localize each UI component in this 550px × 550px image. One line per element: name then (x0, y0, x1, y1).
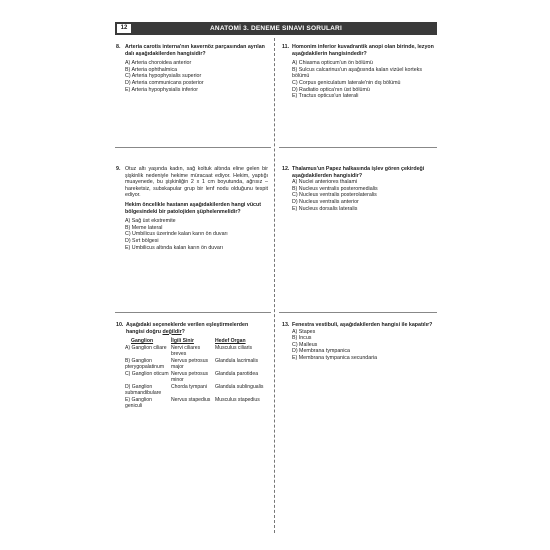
question-stem: Thalamus'un Papez halkasında işlev gören çekirdeği aşağıdakilerden hangisidir? (292, 166, 425, 179)
negation-word: değildir (162, 328, 182, 335)
question-number: 13. (282, 322, 290, 328)
option-c[interactable]: C) Malleus (292, 341, 318, 348)
column-header: İlgili Sinir (171, 338, 194, 345)
table-cell: A) Ganglion ciliare (125, 345, 167, 352)
option-d[interactable]: D) Arteria communicans posterior (125, 79, 204, 86)
question-number: 8. (116, 44, 121, 50)
question-stem: Fenestra vestibuli, aşağıdakilerden hangisi ile kapatılır? (292, 322, 433, 328)
table-row[interactable] (125, 371, 265, 384)
question-11 (282, 44, 436, 100)
option-a[interactable]: A) Chiasma opticum'un ön bölümü (292, 60, 373, 67)
table-cell: C) Ganglion oticum (125, 371, 169, 378)
option-d[interactable]: D) Sırt bölgesi (125, 237, 159, 244)
option-e[interactable]: E) Arteria hypophysialis inferior (125, 86, 199, 93)
table-cell: Chorda tympani (171, 384, 207, 391)
table-cell: Glandula parotidea (215, 371, 259, 378)
table-cell: Nervi ciliares breves (171, 345, 201, 358)
option-a[interactable]: A) Sağ üst ekstremite (125, 218, 176, 225)
table-cell: B) Ganglion pterygopalatinum (125, 358, 165, 371)
question-10 (116, 322, 268, 410)
question-number: 9. (116, 166, 121, 172)
option-d[interactable]: D) Membrana tympanica (292, 348, 350, 355)
table-cell: Musculus ciliaris (215, 345, 253, 352)
option-b[interactable]: B) Arteria ophthalmica (125, 66, 178, 73)
question-8 (116, 44, 268, 93)
option-b[interactable]: B) Nucleus ventralis posteromedialis (292, 185, 378, 192)
question-12 (282, 166, 436, 212)
stem-end: ? (181, 328, 185, 335)
table-row[interactable] (125, 397, 265, 410)
table-header-row (125, 338, 265, 345)
page-header (115, 22, 437, 35)
table-cell: Musculus stapedius (215, 397, 260, 404)
option-c[interactable]: C) Corpus geniculatum laterale'nin dış bölümü (292, 79, 401, 86)
option-c[interactable]: C) Nucleus ventralis posterolateralis (292, 192, 377, 199)
question-stem: Homonim inferior kuvadrantik anopi olan birinde, lezyon aşağıdakilerin hangisindedir? (292, 44, 434, 57)
table-cell: Nervus petrosus minor (171, 371, 209, 384)
table-cell: Glandula lacrimalis (215, 358, 259, 365)
question-paragraph: Otuz altı yaşında kadın, sağ koltuk altında eline gelen bir şişkinlik nedeniyle hekime müracaat ediyor. Hekim, yaptığı muayenede, bu şişkinliğin 2 x 1 cm boyutunda, ağrısız – hareketsiz, subskapular grup bir lenf nodu olduğunu tespit ediyor. (125, 166, 268, 199)
column-divider (274, 38, 275, 533)
option-b[interactable]: B) Sulcus calcarinus'un aşağısında kalan vizüel korteks bölümü (292, 66, 422, 80)
table-cell: E) Ganglion geniculi (125, 397, 152, 410)
answer-table (125, 338, 265, 410)
option-e[interactable]: E) Nucleus dorsalis lateralis (292, 205, 358, 212)
header-title: ANATOMİ 3. DENEME SINAVI SORULARI (210, 25, 342, 32)
column-header: Ganglion (131, 338, 154, 345)
question-stem: Arteria carotis interna'nın kavernöz parçasından ayrılan dalı aşağıdakilerden hangisidir? (125, 44, 265, 57)
option-c[interactable]: C) Umbilicus üzerinde kalan karın ön duvarı (125, 231, 228, 238)
question-stem: Hekim öncelikle hastanın aşağıdakilerden hangi vücut bölgesindeki bir patolojiden şüphelenmelidir? (125, 201, 261, 215)
row-divider (115, 312, 271, 313)
row-divider (115, 147, 271, 148)
page-number: 12 (117, 24, 131, 33)
question-13 (282, 322, 436, 362)
option-a[interactable]: A) Nuclei anteriores thalami (292, 179, 358, 186)
question-stem (126, 322, 268, 335)
table-cell: Nervus petrosus major (171, 358, 209, 371)
option-a[interactable]: A) Stapes (292, 328, 316, 335)
option-c[interactable]: C) Arteria hypophysialis superior (125, 73, 202, 80)
table-row[interactable] (125, 358, 265, 371)
table-cell: D) Ganglion submandibulare (125, 384, 162, 397)
option-b[interactable]: B) Incus (292, 335, 312, 342)
option-b[interactable]: B) Meme lateral (125, 224, 163, 231)
option-e[interactable]: E) Umbilicus altında kalan karın ön duvarı (125, 244, 224, 251)
option-d[interactable]: D) Radiatio optica'nın üst bölümü (292, 86, 370, 93)
question-9 (116, 166, 268, 251)
question-number: 12. (282, 166, 290, 172)
option-a[interactable]: A) Arteria choroidea anterior (125, 60, 192, 67)
table-row[interactable] (125, 345, 265, 358)
stem-text: Aşağıdaki seçeneklerde verilen eşleştirmelerden hangisi doğru (126, 322, 249, 335)
option-e[interactable]: E) Membrana tympanica secundaria (292, 354, 378, 361)
row-divider (279, 312, 437, 313)
option-d[interactable]: D) Nucleus ventralis anterior (292, 198, 359, 205)
table-cell: Glandula sublingualis (215, 384, 264, 391)
row-divider (279, 147, 437, 148)
question-number: 10. (116, 322, 124, 328)
table-cell: Nervus stapedius (171, 397, 211, 404)
question-number: 11. (282, 44, 290, 50)
option-e[interactable]: E) Tractus opticus'un laterali (292, 93, 359, 100)
column-header: Hedef Organ (215, 338, 246, 345)
table-row[interactable] (125, 384, 265, 397)
